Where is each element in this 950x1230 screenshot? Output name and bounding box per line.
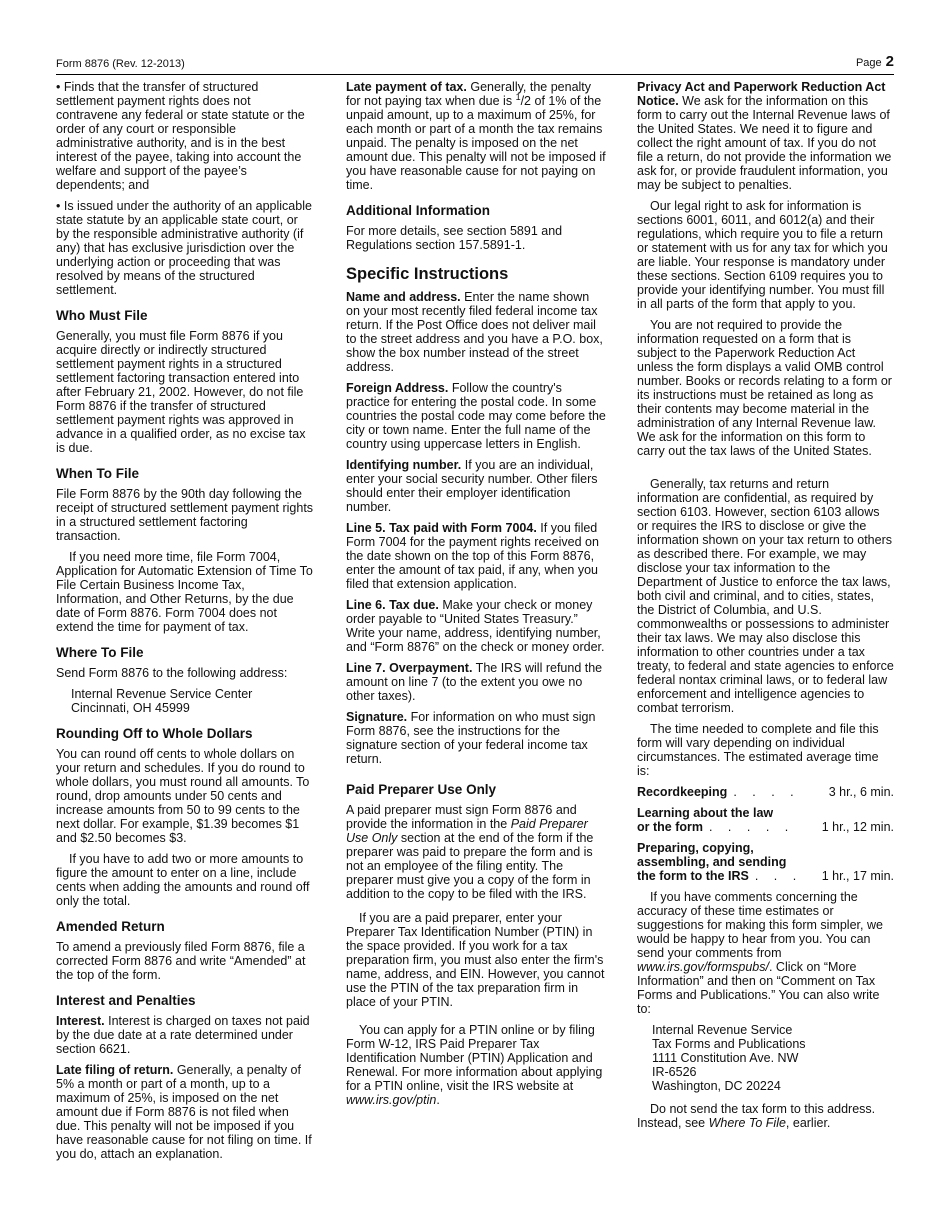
time-label-text: Preparing, copying, xyxy=(637,841,754,855)
page-label: Page xyxy=(855,57,882,69)
paragraph-text: Follow the country's practice for entering the postal code. In some countries the postal code may come before the city or town name. Enter the full name of the country using uppercase letters in English. xyxy=(346,381,606,451)
paragraph-text: Generally, the penalty for not paying tax when due is xyxy=(346,80,592,108)
run-in-heading: Identifying number. xyxy=(346,458,462,472)
paragraph: If you have to add two or more amounts to figure the amount to enter on a line, include cents when adding the amounts and round off only the total. xyxy=(56,852,310,908)
paragraph-text: If you have comments concerning the accuracy of these time estimates or suggestions for making this form simpler, we would be happy to hear from you. You can send your comments from xyxy=(637,890,883,960)
emphasis: Paid Preparer Use Only xyxy=(346,817,588,845)
run-in-heading: Late filing of return. xyxy=(56,1063,174,1077)
paragraph-text: Enter the name shown on your most recently filed federal income tax return. If the Post Office does not deliver mail to the street address and you have a P.O. box, show the box number instead of the street address. xyxy=(346,290,603,374)
run-in-heading: Name and address. xyxy=(346,290,461,304)
paragraph-text: Do not send the tax form to this address. Instead, see xyxy=(637,1102,876,1130)
paragraph-text: of 1% of the unpaid amount, up to a maximum of 25%, for each month or part of a month the tax remains unpaid. The penalty is imposed on the net amount due. This penalty will not be imposed if you have reasonable cause for not paying on time. xyxy=(346,94,606,192)
paragraph: If you need more time, file Form 7004, Application for Automatic Extension of Time To File Certain Business Income Tax, Information, and Other Returns, by the due date of Form 8876. Form 7004 does not extend the time for payment of tax. xyxy=(56,550,313,634)
paragraph: If you are a paid preparer, enter your Preparer Tax Identification Number (PTIN) in the space provided. If you work for a tax preparation firm, you must also enter the firm's name, address, and EIN. However, you cannot use the PTIN of the tax preparation firm in place of your PTIN. xyxy=(346,911,605,1009)
section-heading: Additional Information xyxy=(346,203,490,218)
paragraph xyxy=(346,381,606,451)
paragraph xyxy=(346,598,606,654)
paragraph-text: For information on who must sign Form 8876, see the instructions for the signature section of your federal income tax return. xyxy=(346,710,596,766)
section-heading: Rounding Off to Whole Dollars xyxy=(56,726,253,741)
paragraph xyxy=(346,1023,606,1107)
paragraph-text: section at the end of the form if the preparer was paid to prepare the form and is not an employee of the filing entity. The preparer must give you a copy of the form in addition to the copy to be filed with the IRS. xyxy=(346,831,594,901)
paragraph xyxy=(346,80,606,192)
time-row xyxy=(637,841,894,883)
run-in-heading: Signature. xyxy=(346,710,408,724)
paragraph xyxy=(56,1014,314,1056)
time-row xyxy=(637,785,894,799)
section-heading: Paid Preparer Use Only xyxy=(346,782,497,797)
paragraph: You are not required to provide the information requested on a form that is subject to the Paperwork Reduction Act unless the form displays a valid OMB control number. Books or records relating to a form or its instructions must be retained as long as their contents may become material in the administration of any Internal Revenue law. We ask for the information on this form to carry out the tax laws of the United States. xyxy=(637,318,892,458)
run-in-heading: Late payment of tax. xyxy=(346,80,467,94)
mailing-address xyxy=(56,687,314,715)
paragraph-text: Generally, a penalty of 5% a month or part of a month, up to a maximum of 25%, is imposed on the net amount due if Form 8876 is not filed when due. This penalty will not be imposed if you have reasonable cause for not filing on time. If you do, attach an explanation. xyxy=(56,1063,312,1161)
paragraph-text: The IRS will refund the amount on line 7 (to the extent you owe no other taxes). xyxy=(346,661,603,703)
paragraph-text: , earlier. xyxy=(785,1116,831,1130)
run-in-heading: Line 5. Tax paid with Form 7004. xyxy=(346,521,537,535)
section-heading: Where To File xyxy=(56,645,144,660)
paragraph xyxy=(346,290,606,374)
section-heading: When To File xyxy=(56,466,139,481)
paragraph xyxy=(637,1102,894,1130)
time-label-text: assembling, and sending xyxy=(637,855,787,869)
paragraph: Generally, tax returns and return information are confidential, as required by section 6103. However, section 6103 allows or requires the IRS to disclose or give the information shown on your tax return to others as described there. For example, we may disclose your tax information to the Department of Justice to enforce the tax laws, both civil and criminal, and to cities, states, the District of Columbia, and U.S. commonwealths or possessions to administer their tax laws. We may also disclose this information to other countries under a tax treaty, to federal and state agencies to enforce federal nontax criminal laws, or to federal law enforcement and intelligence agencies to combat terrorism. xyxy=(637,477,894,715)
form-id: Form 8876 (Rev. 12-2013) xyxy=(56,58,185,70)
time-table xyxy=(637,785,894,883)
comments-address xyxy=(637,1023,894,1093)
run-in-heading: Interest. xyxy=(56,1014,105,1028)
column-2 xyxy=(346,80,606,1114)
time-label-text: the form to the IRS xyxy=(637,869,749,883)
paragraph xyxy=(637,80,894,192)
run-in-heading: Foreign Address. xyxy=(346,381,449,395)
page-indicator xyxy=(856,55,894,70)
run-in-heading: Line 7. Overpayment. xyxy=(346,661,473,675)
section-heading: Amended Return xyxy=(56,919,165,934)
time-label-text: or the form xyxy=(637,820,703,834)
paragraph: The time needed to complete and file this form will vary depending on individual circumstances. The estimated average time is: xyxy=(637,722,879,778)
time-value: 1 hr., 17 min. xyxy=(821,869,894,883)
paragraph: Generally, you must file Form 8876 if you acquire directly or indirectly structured settlement payment rights in a structured settlement factoring transaction entered into after February 21, 2002. However, do not file Form 8876 if the transfer of structured settlement payment rights was approved in advance in a qualified order, as no excise tax is due. xyxy=(56,329,306,455)
page-number: 2 xyxy=(885,53,894,70)
paragraph xyxy=(346,710,606,766)
paragraph xyxy=(637,890,894,1016)
time-row xyxy=(637,806,894,834)
paragraph-text: Interest is charged on taxes not paid by the due date at a rate determined under section 6621. xyxy=(56,1014,310,1056)
spacer xyxy=(637,465,894,477)
paragraph: To amend a previously filed Form 8876, file a corrected Form 8876 and write “Amended” at the top of the form. xyxy=(56,940,306,982)
emphasis: Where To File xyxy=(708,1116,786,1130)
leader-dots: . . . . . xyxy=(708,820,795,834)
run-in-heading: Privacy Act and Paperwork Reduction Act Notice. xyxy=(637,80,886,108)
time-value: 3 hr., 6 min. xyxy=(828,785,894,799)
fraction-numerator: 1 xyxy=(515,91,521,102)
section-heading: Who Must File xyxy=(56,308,148,323)
paragraph xyxy=(346,661,606,703)
header-rule xyxy=(56,74,894,75)
ptin-link[interactable]: www.irs.gov/ptin xyxy=(346,1093,437,1107)
run-in-heading: Line 6. Tax due. xyxy=(346,598,439,612)
leader-dots: . . . xyxy=(754,869,803,883)
formspubs-link[interactable]: www.irs.gov/formspubs/ xyxy=(637,960,769,974)
address-line: Cincinnati, OH 45999 xyxy=(71,701,190,715)
paragraph-text: . Click on “More Information” and then on “Comment on Tax Forms and Publications.” You can also write to: xyxy=(637,960,880,1016)
paragraph xyxy=(346,458,606,514)
leader-dots: . . . . xyxy=(733,785,800,799)
paragraph-text: We ask for the information on this form to carry out the Internal Revenue laws of the United States. We need it to figure and collect the right amount of tax. If you do not file a return, do not provide the information we ask for, or provide fraudulent information, you may be subject to penalties. xyxy=(637,94,892,192)
time-label xyxy=(637,806,794,834)
paragraph-text: Make your check or money order payable to “United States Treasury.” Write your name, address, identifying number, and “Form 8876” on the check or money order. xyxy=(346,598,605,654)
address-line: Internal Revenue Service xyxy=(652,1023,793,1037)
address-line: Internal Revenue Service Center xyxy=(71,687,253,701)
time-label-text: Recordkeeping xyxy=(637,785,728,799)
paragraph: Our legal right to ask for information is sections 6001, 6011, and 6012(a) and their regulations, which require you to file a return or statement with us for any tax for which you are liable. Your response is mandatory under these sections. Section 6109 requires you to provide your identifying number. You must fill in all parts of the form that apply to you. xyxy=(637,199,888,311)
address-line: IR-6526 xyxy=(652,1065,697,1079)
time-label-text: Learning about the law xyxy=(637,806,774,820)
fraction-denominator: /2 xyxy=(520,94,532,108)
page-header xyxy=(56,55,894,73)
section-heading: Interest and Penalties xyxy=(56,993,196,1008)
major-heading: Specific Instructions xyxy=(346,265,509,283)
time-label xyxy=(637,785,800,799)
paragraph xyxy=(56,1063,314,1161)
paragraph xyxy=(346,521,606,591)
paragraph xyxy=(346,803,606,901)
bullet-item: • Is issued under the authority of an applicable state statute by an applicable state court, or by the responsible administrative authority (if any) that has exclusive jurisdiction over the underlying action or proceeding that was resolved by means of the structured settlement. xyxy=(56,199,312,297)
paragraph-text: If you filed Form 7004 for the payment rights received on the date shown on the top of this Form 8876, enter the amount of tax paid, if any, when you filed that extension application. xyxy=(346,521,599,591)
paragraph-text: A paid preparer must sign Form 8876 and provide the information in the xyxy=(346,803,577,831)
address-line: Tax Forms and Publications xyxy=(652,1037,806,1051)
time-value: 1 hr., 12 min. xyxy=(821,820,894,834)
paragraph: For more details, see section 5891 and Regulations section 157.5891-1. xyxy=(346,224,563,252)
bullet-item: • Finds that the transfer of structured settlement payment rights does not contravene any federal or state statute or the order of any court or responsible administrative authority, and is in the best interest of the payee, taking into account the welfare and support of the payee’s dependents; and xyxy=(56,80,305,192)
column-3 xyxy=(637,80,894,1137)
paragraph: Send Form 8876 to the following address: xyxy=(56,666,288,680)
paragraph-text: If you are an individual, enter your social security number. Other filers should enter their employer identification number. xyxy=(346,458,598,514)
paragraph: File Form 8876 by the 90th day following the receipt of structured settlement payment rights in a structured settlement factoring transaction. xyxy=(56,487,314,543)
column-1 xyxy=(56,80,314,1168)
time-label xyxy=(637,841,802,883)
address-line: Washington, DC 20224 xyxy=(652,1079,781,1093)
paragraph: You can round off cents to whole dollars on your return and schedules. If you do round to whole dollars, you must round all amounts. To round, drop amounts under 50 cents and increase amounts from 50 to 99 cents to the next dollar. For example, $1.39 becomes $1 and $2.50 becomes $3. xyxy=(56,747,310,845)
paragraph-text: . xyxy=(436,1093,440,1107)
paragraph-text: You can apply for a PTIN online or by filing Form W-12, IRS Paid Preparer Tax Identification Number (PTIN) Application and Renewal. For more information about applying for a PTIN online, visit the IRS website at xyxy=(346,1023,603,1093)
address-line: 1111 Constitution Ave. NW xyxy=(652,1051,799,1065)
